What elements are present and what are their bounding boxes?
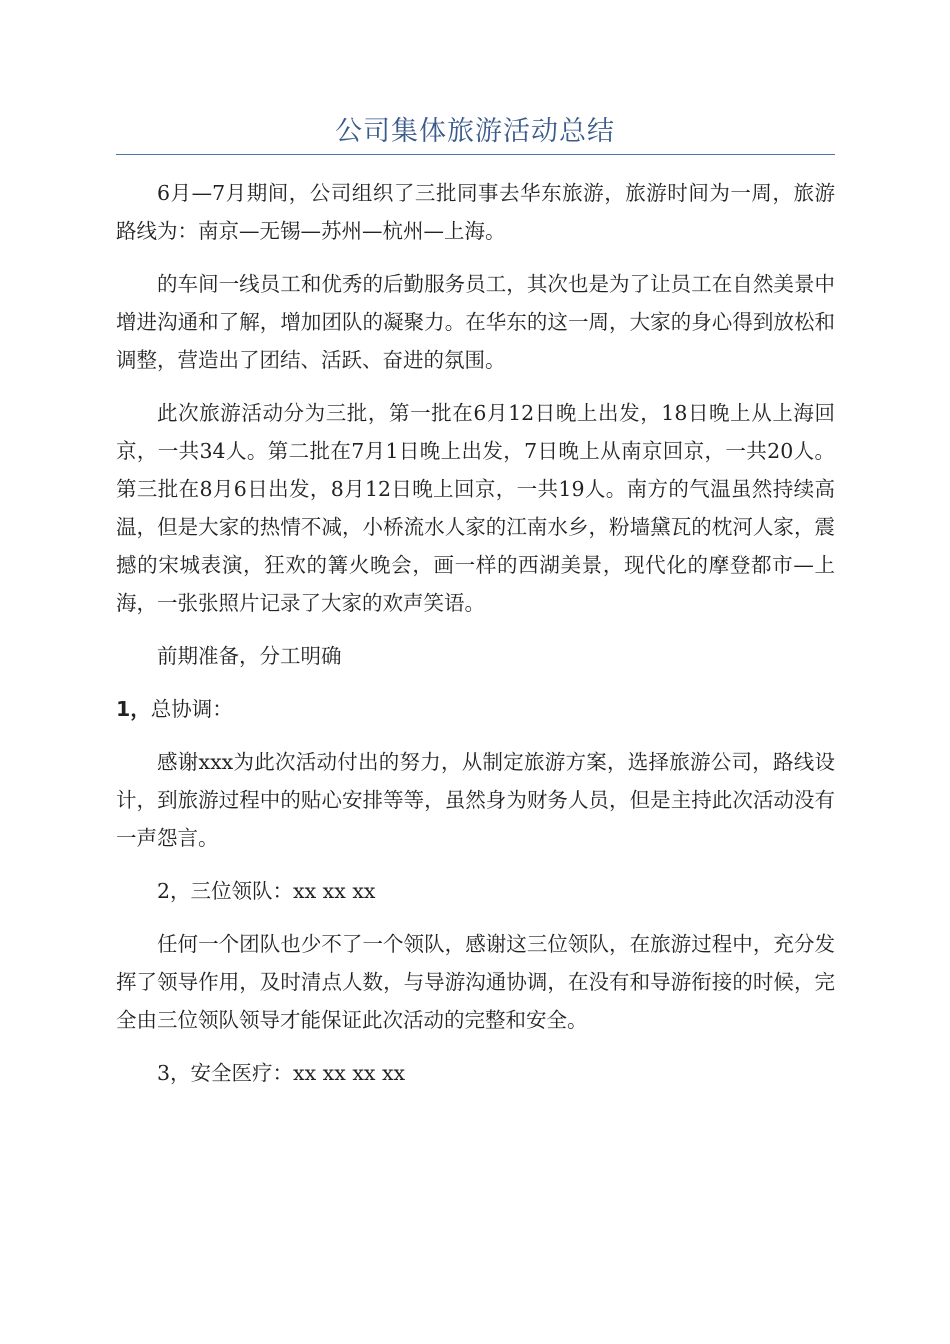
paragraph-team-leaders: 任何一个团队也少不了一个领队，感谢这三位领队，在旅游过程中，充分发挥了领导作用，及时清点人数，与导游沟通协调，在没有和导游衔接的时候，完全由三位领队领导才能保证此次活动的完整和安全。: [116, 932, 835, 1032]
section-label: 总协调：: [150, 697, 233, 721]
paragraph-coordination-thanks: 感谢xxx为此次活动付出的努力，从制定旅游方案，选择旅游公司，路线设计，到旅游过程中的贴心安排等等，虽然身为财务人员，但是主持此次活动没有一声怨言。: [116, 750, 835, 850]
paragraph-trip-overview: 6月—7月期间，公司组织了三批同事去华东旅游，旅游时间为一周，旅游路线为：南京—无锡—苏州—杭州—上海。: [116, 181, 835, 243]
title-underline: [116, 154, 835, 155]
heading-preparation: 前期准备，分工明确: [157, 644, 342, 668]
heading-general-coordination: [116, 690, 835, 728]
heading-team-leaders: 2，三位领队：xx xx xx: [157, 879, 376, 903]
heading-safety-medical: 3，安全医疗：xx xx xx xx: [157, 1061, 406, 1085]
section-number: 1，: [116, 697, 151, 721]
paragraph-trip-batches: 此次旅游活动分为三批，第一批在6月12日晚上出发，18日晚上从上海回京，一共34人。第二批在7月1日晚上出发，7日晚上从南京回京，一共20人。第三批在8月6日出发，8月12日晚上回京，一共19人。南方的气温虽然持续高温，但是大家的热情不减，小桥流水人家的江南水乡，粉墙黛瓦的枕河人家，震撼的宋城表演，狂欢的篝火晚会，画一样的西湖美景，现代化的摩登都市—上海，一张张照片记录了大家的欢声笑语。: [116, 401, 835, 615]
paragraph-trip-purpose: 的车间一线员工和优秀的后勤服务员工，其次也是为了让员工在自然美景中增进沟通和了解，增加团队的凝聚力。在华东的这一周，大家的身心得到放松和调整，营造出了团结、活跃、奋进的氛围。: [116, 272, 835, 372]
document-title: 公司集体旅游活动总结: [335, 116, 615, 147]
document-body: [116, 174, 835, 1107]
